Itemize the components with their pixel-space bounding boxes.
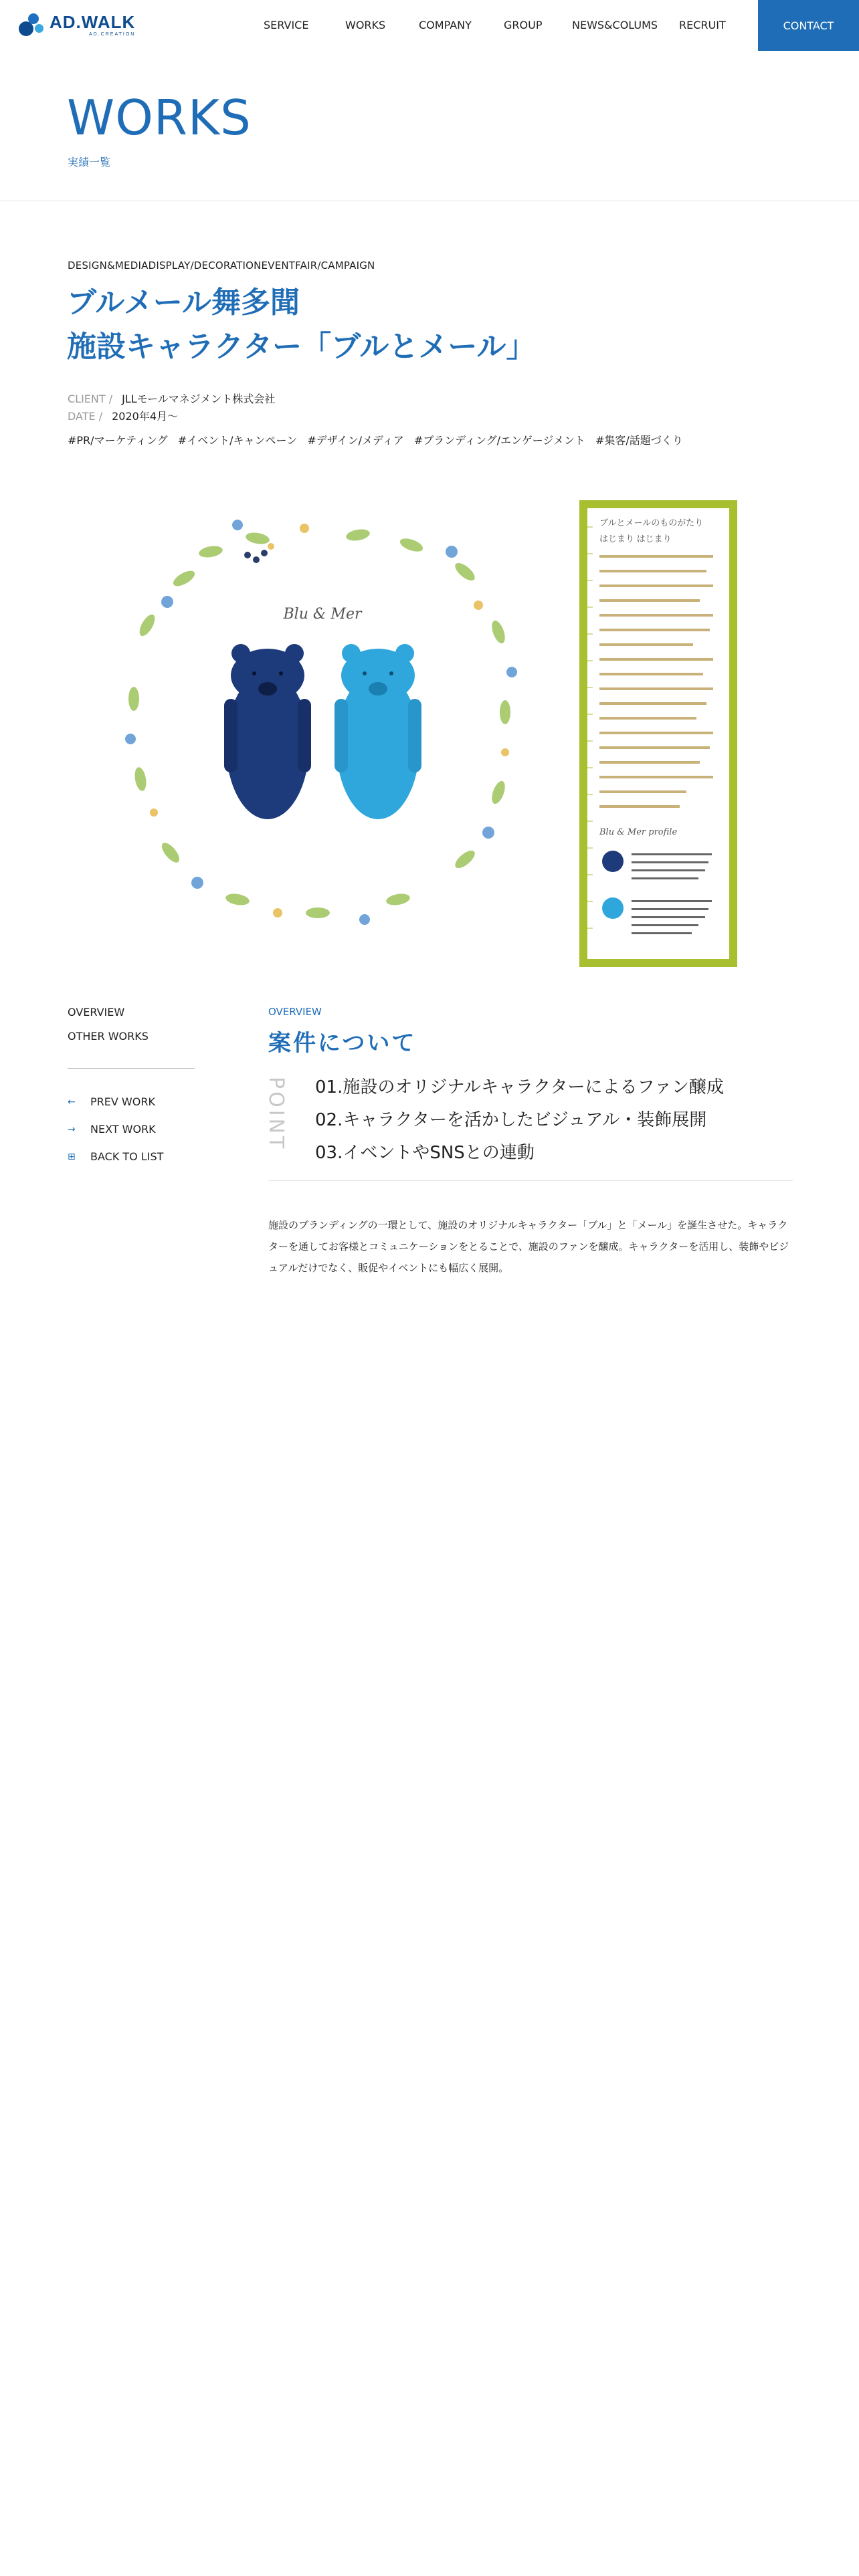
logo-mark-icon: [19, 12, 44, 37]
site-header: [0, 0, 859, 51]
logo-subtext: AD.CREATION: [89, 31, 136, 37]
point-item-2: 02.キャラクターを活かしたビジュアル・装飾展開: [315, 1110, 707, 1130]
arrow-right-icon: →: [68, 1123, 76, 1135]
point-label: POINT: [264, 1077, 288, 1152]
page-title: WORKS: [67, 90, 252, 146]
work-title-line2: 施設キャラクター「ブルとメール」: [67, 330, 536, 364]
tag[interactable]: #ブランディング/エンゲージメント: [413, 434, 585, 447]
point-item-1: 01.施設のオリジナルキャラクターによるファン醸成: [315, 1077, 725, 1097]
story-profile-heading: Blu & Mer profile: [599, 827, 678, 837]
point-item-3: 03.イベントやSNSとの連動: [315, 1143, 535, 1163]
client-value: JLLモールマネジメント株式会社: [122, 393, 276, 405]
sidebar-other-works-link[interactable]: OTHER WORKS: [68, 1030, 149, 1043]
work-title-line1: ブルメール舞多聞: [67, 286, 300, 320]
client-label: CLIENT /: [68, 393, 113, 405]
visual-heading: Blu & Mer: [283, 606, 362, 623]
work-category: DESIGN&MEDIADISPLAY/DECORATIONEVENTFAIR/CAMPAIGN: [68, 259, 375, 272]
sidebar-divider: [68, 1068, 195, 1069]
story-title-1: ブルとメールのものがたり: [599, 518, 704, 528]
main-visual-image: [104, 498, 542, 943]
prev-work-link[interactable]: [68, 1095, 155, 1108]
story-panel-image: [579, 500, 737, 967]
story-title-2: はじまり はじまり: [599, 534, 672, 544]
nav-recruit[interactable]: RECRUIT: [679, 19, 726, 31]
contact-button[interactable]: CONTACT: [758, 0, 859, 51]
tag-list: [68, 432, 690, 447]
overview-divider: [268, 1180, 793, 1181]
nav-news-columns[interactable]: NEWS&COLUMS: [572, 19, 658, 31]
date-row: [68, 408, 178, 423]
next-work-label: NEXT WORK: [90, 1123, 156, 1136]
overview-body: 施設のブランディングの一環として、施設のオリジナルキャラクター「ブル」と「メール」を誕生させた。キャラクターを通してお客様とコミュニケーションをとることで、施設のファンを醸成。キャラクターを活用し、装飾やビジュアルだけでなく、販促やイベントにも幅広く展開。: [268, 1219, 789, 1274]
date-value: 2020年4月〜: [112, 410, 179, 423]
overview-label: OVERVIEW: [268, 1006, 322, 1018]
mer-bear-illustration: [335, 644, 421, 819]
tag[interactable]: #PR/マーケティング: [68, 434, 168, 447]
prev-work-label: PREV WORK: [90, 1095, 155, 1108]
back-to-list-label: BACK TO LIST: [90, 1150, 164, 1163]
page-subtitle: 実績一覧: [68, 156, 111, 169]
tag[interactable]: #集客/話題づくり: [595, 434, 683, 447]
nav-group[interactable]: GROUP: [504, 19, 543, 31]
tag[interactable]: #イベント/キャンペーン: [177, 434, 298, 447]
blu-bear-illustration: [224, 644, 311, 819]
date-label: DATE /: [68, 410, 103, 423]
back-to-list-link[interactable]: [68, 1150, 163, 1163]
grid-icon: ⊞: [68, 1151, 76, 1162]
arrow-left-icon: ←: [68, 1096, 76, 1107]
sidebar-overview-link[interactable]: OVERVIEW: [68, 1006, 125, 1018]
nav-service[interactable]: SERVICE: [264, 19, 309, 31]
logo-text: AD.WALK: [50, 11, 136, 32]
site-logo[interactable]: [19, 12, 135, 37]
next-work-link[interactable]: [68, 1123, 156, 1136]
client-row: [68, 391, 275, 406]
nav-company[interactable]: COMPANY: [419, 19, 472, 31]
tag[interactable]: #デザイン/メディア: [307, 434, 404, 447]
nav-works[interactable]: WORKS: [345, 19, 386, 31]
work-title: [67, 281, 535, 369]
overview-title: 案件について: [268, 1030, 417, 1057]
